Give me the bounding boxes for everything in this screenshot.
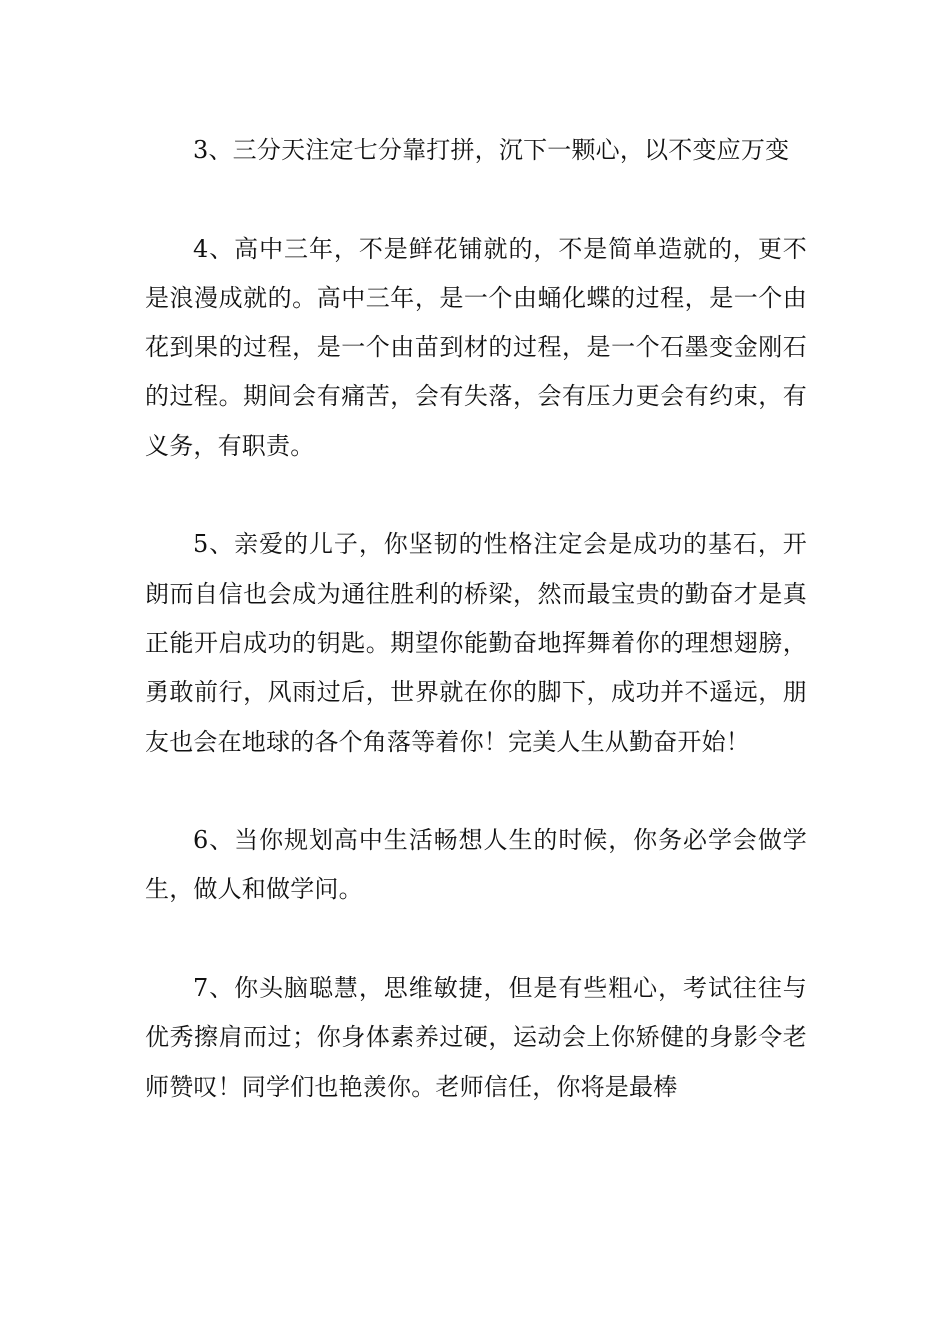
paragraph-6: 6、当你规划高中生活畅想人生的时候，你务必学会做学生，做人和做学问。 — [145, 826, 807, 904]
document-body — [145, 126, 807, 1161]
paragraph-4: 4、高中三年，不是鲜花铺就的，不是简单造就的，更不是浪漫成就的。高中三年，是一个由蛹化蝶的过程，是一个由花到果的过程，是一个由苗到材的过程，是一个石墨变金刚石的过程。期间会有痛苦，会有失落，会有压力更会有约束，有义务，有职责。 — [145, 234, 807, 460]
paragraph-3: 3、三分天注定七分靠打拼，沉下一颗心，以不变应万变 — [193, 136, 790, 164]
paragraph-7: 7、你头脑聪慧，思维敏捷，但是有些粗心，考试往往与优秀擦肩而过；你身体素养过硬，运动会上你矫健的身影令老师赞叹！同学们也艳羡你。老师信任，你将是最棒 — [145, 974, 807, 1101]
paragraph-5: 5、亲爱的儿子，你坚韧的性格注定会是成功的基石，开朗而自信也会成为通往胜利的桥梁，然而最宝贵的勤奋才是真正能开启成功的钥匙。期望你能勤奋地挥舞着你的理想翅膀，勇敢前行，风雨过后，世界就在你的脚下，成功并不遥远，朋友也会在地球的各个角落等着你！完美人生从勤奋开始！ — [145, 530, 807, 756]
